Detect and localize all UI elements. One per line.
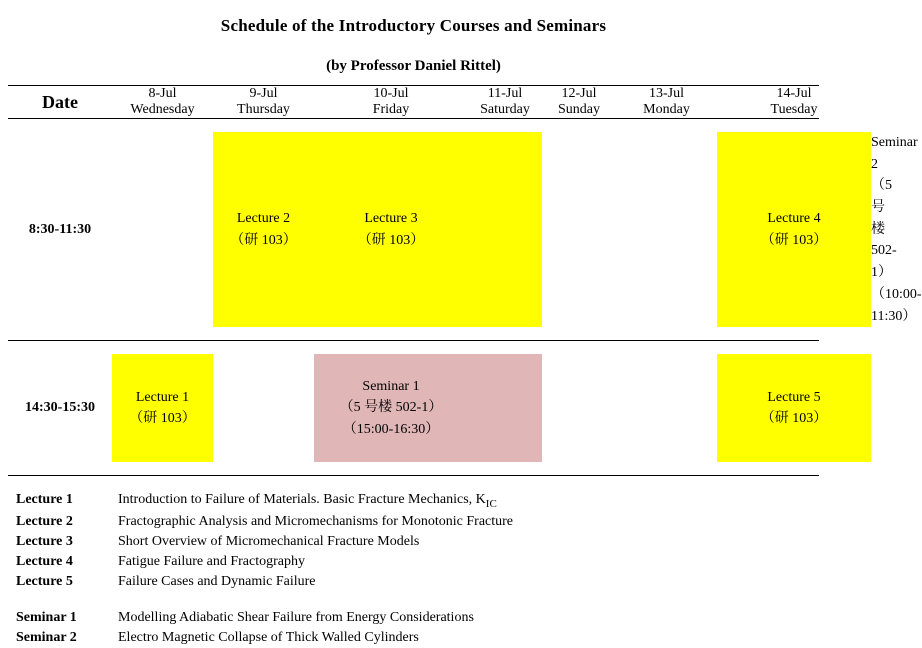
legend-table bbox=[8, 490, 513, 648]
table-row-afternoon bbox=[8, 354, 871, 462]
table-row-morning: 8:30-11:30 Lecture 2 （研 103） Lecture 3 （研 103） Lecture 4 （研 103） Seminar 2 （5 号楼 502-1） （10:00-11:30） bbox=[8, 132, 871, 327]
legend-row bbox=[8, 512, 513, 532]
slot-line1: Lecture 4 bbox=[767, 210, 821, 226]
header-day-2: Friday bbox=[372, 102, 410, 117]
legend-spacer bbox=[8, 592, 513, 608]
slot-line1: Lecture 5 bbox=[767, 389, 821, 405]
slot-0-1[interactable] bbox=[213, 132, 314, 327]
legend-row bbox=[8, 572, 513, 592]
legend-block bbox=[8, 476, 819, 648]
header-date-4: 12-Jul bbox=[561, 86, 597, 101]
header-date-3: 11-Jul bbox=[487, 86, 523, 101]
slot-line2: （研 103） bbox=[230, 232, 297, 248]
legend-desc-subscript: IC bbox=[485, 497, 497, 510]
legend-desc: Modelling Adiabatic Shear Failure from Energy Considerations bbox=[118, 609, 474, 625]
slot-1-5[interactable] bbox=[717, 354, 871, 462]
header-date-5: 13-Jul bbox=[649, 86, 684, 101]
header-day-5: Monday bbox=[643, 102, 690, 117]
legend-desc: Failure Cases and Dynamic Failure bbox=[118, 573, 316, 589]
header-date-6: 14-Jul bbox=[776, 86, 812, 101]
slot-1-0[interactable] bbox=[112, 354, 213, 462]
legend-key: Lecture 3 bbox=[16, 533, 73, 549]
header-day-row bbox=[8, 102, 871, 118]
legend-key: Lecture 5 bbox=[16, 573, 73, 589]
header-day-6: Tuesday bbox=[770, 102, 818, 117]
legend-row bbox=[8, 552, 513, 572]
slot-line2: （研 103） bbox=[760, 232, 828, 248]
schedule-body-2 bbox=[8, 341, 871, 475]
legend-desc: Short Overview of Micromechanical Fracture Models bbox=[118, 533, 420, 549]
header-day-1: Thursday bbox=[237, 102, 290, 117]
legend-desc bbox=[112, 490, 513, 512]
slot-line2: （5 号楼 502-1） bbox=[339, 400, 443, 416]
slot-line2: （研 103） bbox=[760, 411, 828, 427]
slot-line3: （15:00-16:30） bbox=[342, 422, 440, 438]
legend-desc: Fractographic Analysis and Micromechanisms for Monotonic Fracture bbox=[118, 513, 514, 529]
legend-key: Seminar 2 bbox=[16, 629, 77, 645]
page-subtitle: (by Professor Daniel Rittel) bbox=[326, 58, 501, 74]
slot-1-2b[interactable] bbox=[468, 354, 542, 462]
legend-key: Lecture 2 bbox=[16, 513, 73, 529]
slot-line1: Lecture 2 bbox=[236, 210, 291, 226]
slot-line1: Seminar 1 bbox=[362, 378, 420, 394]
slot-1-4[interactable] bbox=[616, 354, 717, 462]
slot-1-2[interactable] bbox=[314, 354, 468, 462]
legend-key: Lecture 4 bbox=[16, 553, 73, 569]
legend-row bbox=[8, 628, 513, 648]
spacer-row-mid bbox=[8, 327, 871, 340]
slot-0-2[interactable] bbox=[314, 132, 468, 327]
slot-0-0[interactable] bbox=[112, 132, 213, 327]
legend-desc-text: Introduction to Failure of Materials. Basic Fracture Mechanics, K bbox=[118, 492, 486, 508]
slot-1-1[interactable] bbox=[213, 354, 314, 462]
page-title: Schedule of the Introductory Courses and Seminars bbox=[220, 16, 607, 35]
row-time-0: 8:30-11:30 bbox=[28, 221, 92, 237]
slot-0-4[interactable] bbox=[616, 132, 717, 327]
spacer-row-bottom bbox=[8, 462, 871, 475]
header-date-0: 8-Jul bbox=[148, 86, 177, 101]
spacer-row-top bbox=[8, 119, 871, 132]
slot-0-5[interactable] bbox=[717, 132, 871, 327]
schedule-table bbox=[8, 86, 871, 118]
legend-key: Seminar 1 bbox=[16, 609, 77, 625]
slot-line2: （研 103） bbox=[357, 232, 425, 248]
slot-line1: Lecture 1 bbox=[135, 389, 190, 405]
slot-line2: （研 103） bbox=[129, 411, 196, 427]
header-date-1: 9-Jul bbox=[249, 86, 278, 101]
header-date-label: Date bbox=[42, 91, 78, 112]
spacer-row-afternoon bbox=[8, 341, 871, 354]
legend-desc: Fatigue Failure and Fractography bbox=[118, 553, 306, 569]
row-time-1: 14:30-15:30 bbox=[25, 400, 95, 416]
legend-desc: Electro Magnetic Collapse of Thick Walled Cylinders bbox=[118, 629, 419, 645]
legend-row bbox=[8, 608, 513, 628]
slot-0-2b[interactable] bbox=[468, 132, 542, 327]
header-day-0: Wednesday bbox=[130, 102, 195, 117]
schedule-body bbox=[8, 119, 922, 340]
header-day-4: Sunday bbox=[558, 102, 600, 117]
slot-line1: Lecture 3 bbox=[364, 210, 418, 226]
legend-row bbox=[8, 490, 513, 512]
header-date-2: 10-Jul bbox=[373, 86, 409, 101]
slot-1-3[interactable] bbox=[542, 354, 616, 462]
header-day-3: Saturday bbox=[480, 102, 530, 117]
header-date-row bbox=[8, 86, 871, 102]
legend-row bbox=[8, 532, 513, 552]
title-block bbox=[0, 0, 827, 75]
slot-0-3[interactable] bbox=[542, 132, 616, 327]
legend-key: Lecture 1 bbox=[16, 492, 73, 508]
